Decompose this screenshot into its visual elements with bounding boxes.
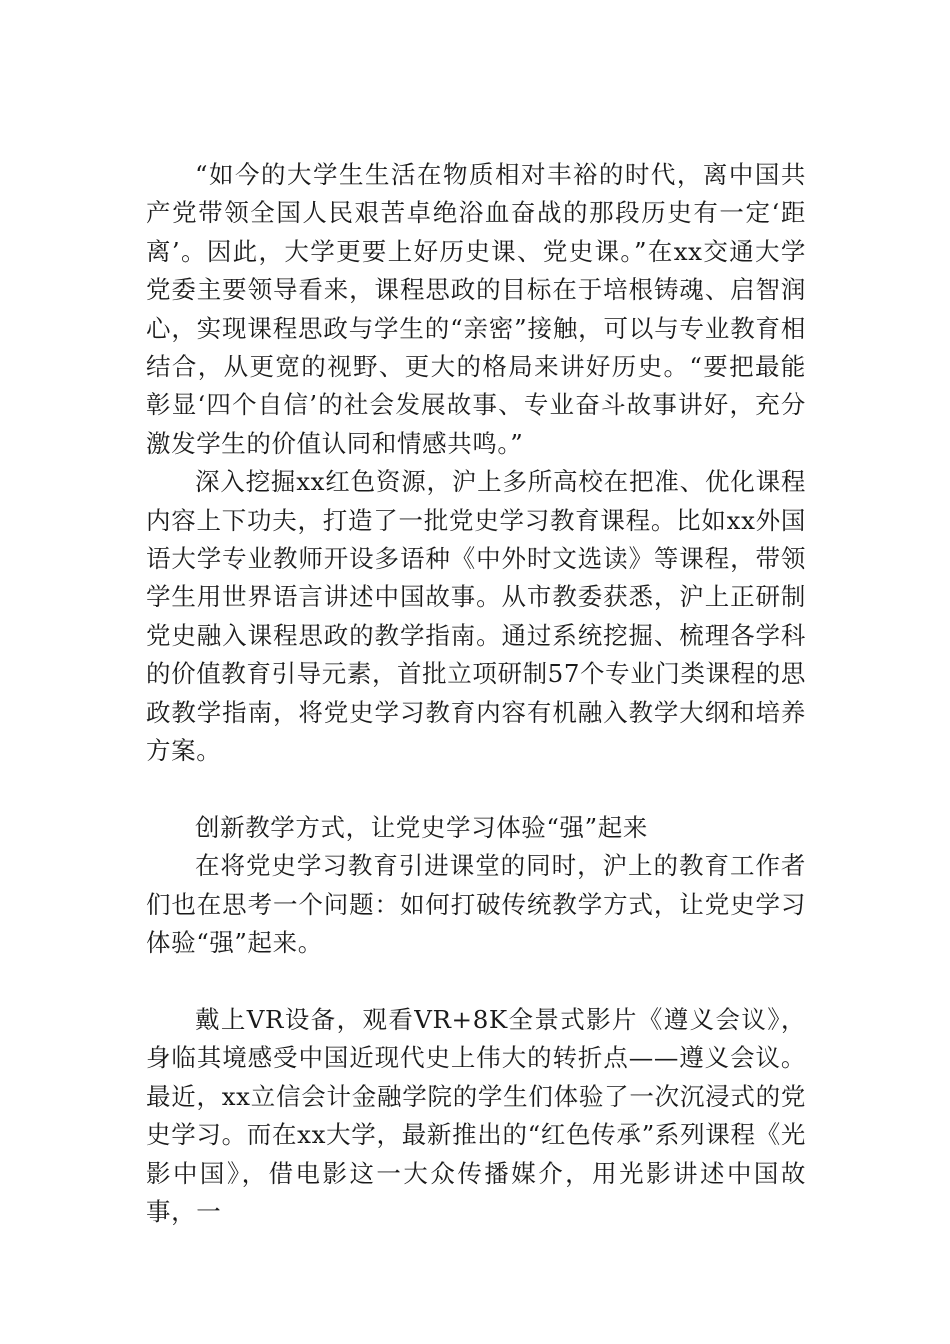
blank-line bbox=[146, 963, 806, 1001]
blank-line bbox=[146, 771, 806, 809]
section-heading: 创新教学方式，让党史学习体验“强”起来 bbox=[195, 812, 648, 842]
paragraph-quote-history: “如今的大学生生活在物质相对丰裕的时代，离中国共产党带领全国人民艰苦卓绝浴血奋战的那段历史有一定‘距离’。因此，大学更要上好历史课、党史课。”在xx交通大学党委主要领导看来，课程思政的目标在于培根铸魂、启智润心，实现课程思政与学生的“亲密”接触，可以与专业教育相结合，从更宽的视野、更大的格局来讲好历史。“要把最能彰显‘四个自信’的社会发展故事、专业奋斗故事讲好，充分激发学生的价值认同和情感共鸣。” bbox=[146, 160, 806, 458]
paragraph-red-resources: 深入挖掘xx红色资源，沪上多所高校在把准、优化课程内容上下功夫，打造了一批党史学习教育课程。比如xx外国语大学专业教师开设多语种《中外时文选读》等课程，带领学生用世界语言讲述中国故事。从市教委获悉，沪上正研制党史融入课程思政的教学指南。通过系统挖掘、梳理各学科的价值教育引导元素，首批立项研制57个专业门类课程的思政教学指南，将党史学习教育内容有机融入教学大纲和培养方案。 bbox=[146, 467, 806, 766]
document-body bbox=[146, 156, 806, 1231]
paragraph-teaching-methods: 在将党史学习教育引进课堂的同时，沪上的教育工作者们也在思考一个问题：如何打破传统教学方式，让党史学习体验“强”起来。 bbox=[146, 851, 806, 958]
paragraph-vr-experience: 戴上VR设备，观看VR+8K全景式影片《遵义会议》，身临其境感受中国近现代史上伟大的转折点——遵义会议。最近，xx立信会计金融学院的学生们体验了一次沉浸式的党史学习。而在xx大学，最新推出的“红色传承”系列课程《光影中国》，借电影这一大众传播媒介，用光影讲述中国故事，一 bbox=[146, 1004, 806, 1226]
